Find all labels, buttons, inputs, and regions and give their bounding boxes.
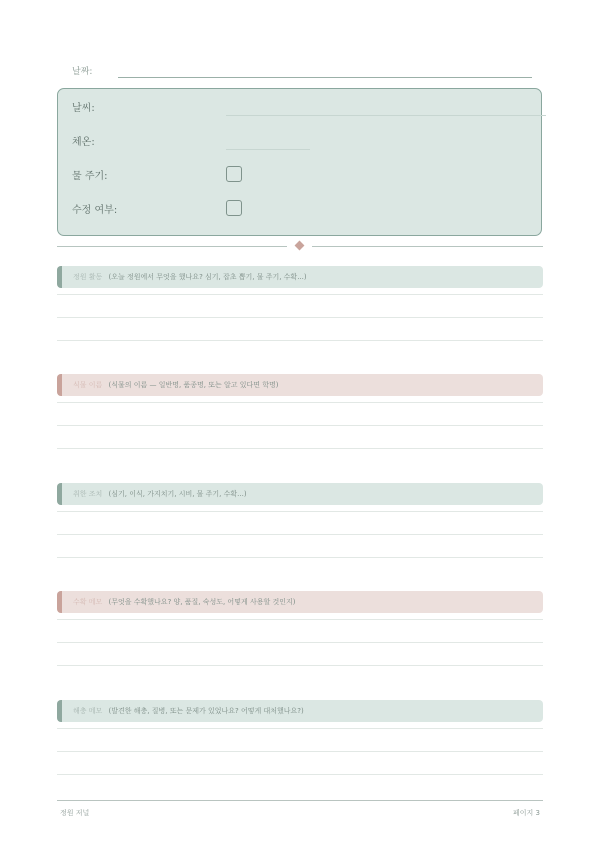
section-header bbox=[57, 374, 543, 396]
section-accent bbox=[57, 700, 62, 722]
write-line[interactable] bbox=[57, 317, 543, 318]
weather-row bbox=[72, 99, 532, 119]
info-box bbox=[57, 88, 542, 236]
write-line[interactable] bbox=[57, 511, 543, 512]
write-line[interactable] bbox=[57, 294, 543, 295]
write-line[interactable] bbox=[57, 340, 543, 341]
section-harvest-notes bbox=[57, 591, 543, 613]
date-input-line[interactable] bbox=[118, 77, 532, 78]
write-line[interactable] bbox=[57, 425, 543, 426]
section-title: 수확 메모 bbox=[73, 598, 103, 606]
section-plant-name bbox=[57, 374, 543, 396]
section-header bbox=[57, 266, 543, 288]
pollination-checkbox[interactable] bbox=[226, 200, 242, 216]
section-accent bbox=[57, 483, 62, 505]
temperature-label: 체온: bbox=[72, 137, 95, 148]
ornament-divider bbox=[57, 240, 543, 252]
weather-label: 날씨: bbox=[72, 103, 95, 114]
date-label: 날짜: bbox=[72, 67, 93, 77]
section-accent bbox=[57, 374, 62, 396]
temperature-input-line[interactable] bbox=[226, 149, 310, 150]
date-row bbox=[72, 62, 532, 80]
section-hint: (오늘 정원에서 무엇을 했나요? 심기, 잡초 뽑기, 물 주기, 수확...) bbox=[108, 273, 307, 281]
section-header bbox=[57, 483, 543, 505]
section-hint: (심기, 이식, 가지치기, 시비, 물 주기, 수확...) bbox=[108, 490, 247, 498]
section-header bbox=[57, 591, 543, 613]
divider-line-left bbox=[57, 246, 287, 247]
section-pest-notes bbox=[57, 700, 543, 722]
section-hint: (발견한 해충, 질병, 또는 문제가 있었나요? 어떻게 대처했나요?) bbox=[108, 707, 304, 715]
footer-journal-title: 정원 저널 bbox=[60, 809, 90, 817]
temperature-row bbox=[72, 133, 532, 153]
footer-divider bbox=[57, 800, 543, 801]
section-actions-taken bbox=[57, 483, 543, 505]
section-title: 취한 조치 bbox=[73, 490, 103, 498]
watering-row bbox=[72, 167, 532, 187]
write-line[interactable] bbox=[57, 665, 543, 666]
write-line[interactable] bbox=[57, 448, 543, 449]
diamond-icon bbox=[295, 241, 305, 251]
section-hint: (무엇을 수확했나요? 양, 품질, 숙성도, 어떻게 사용할 것인지) bbox=[108, 598, 296, 606]
section-accent bbox=[57, 591, 62, 613]
write-line[interactable] bbox=[57, 557, 543, 558]
section-title: 식물 이름 bbox=[73, 381, 103, 389]
write-line[interactable] bbox=[57, 774, 543, 775]
write-line[interactable] bbox=[57, 642, 543, 643]
write-line[interactable] bbox=[57, 402, 543, 403]
section-title: 해충 메모 bbox=[73, 707, 103, 715]
write-line[interactable] bbox=[57, 728, 543, 729]
weather-input-line[interactable] bbox=[226, 115, 546, 116]
section-accent bbox=[57, 266, 62, 288]
write-line[interactable] bbox=[57, 751, 543, 752]
section-garden-activity bbox=[57, 266, 543, 288]
section-hint: (식물의 이름 — 일반명, 품종명, 또는 알고 있다면 학명) bbox=[108, 381, 279, 389]
section-title: 정원 활동 bbox=[73, 273, 103, 281]
write-line[interactable] bbox=[57, 619, 543, 620]
section-header bbox=[57, 700, 543, 722]
watering-label: 물 주기: bbox=[72, 171, 108, 182]
footer-page-number: 페이지 3 bbox=[513, 809, 540, 817]
write-line[interactable] bbox=[57, 534, 543, 535]
watering-checkbox[interactable] bbox=[226, 166, 242, 182]
pollination-label: 수정 여부: bbox=[72, 205, 118, 216]
pollination-row bbox=[72, 201, 532, 221]
divider-line-right bbox=[312, 246, 543, 247]
